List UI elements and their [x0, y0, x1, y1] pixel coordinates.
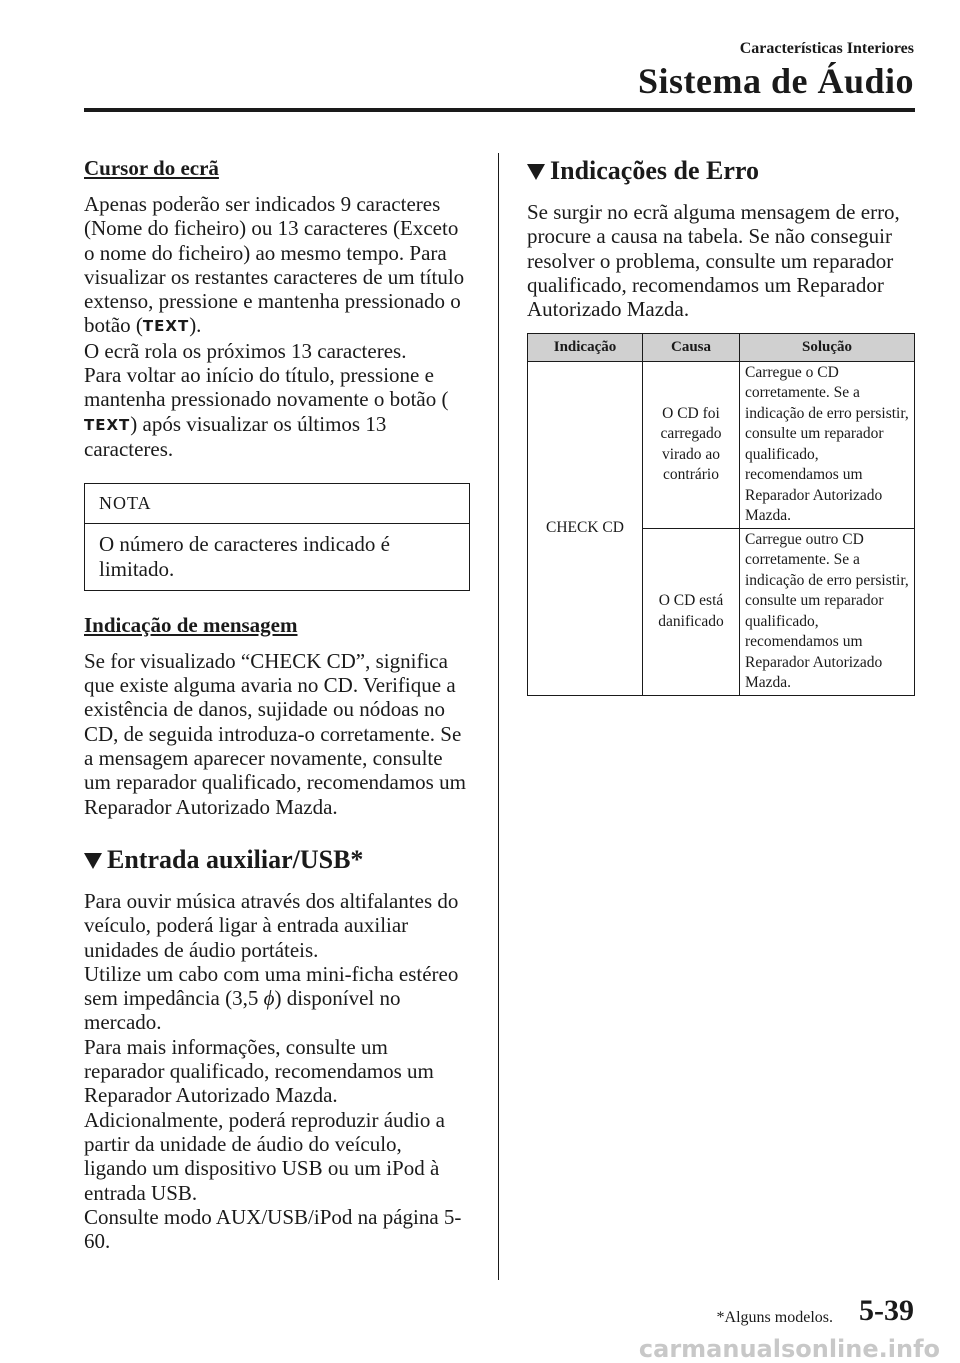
header-section-label: Características Interiores	[739, 40, 914, 57]
note-body: O número de caracteres indicado é limitado.	[99, 532, 390, 581]
header-rule	[84, 108, 915, 112]
text-button-icon: TEXT	[142, 317, 190, 336]
table-cell-causa: O CD está danificado	[643, 528, 740, 695]
aux-paragraph-2: Utilize um cabo com uma mini-ficha estéreo sem impedância (3,5 ϕ) disponível no mercado.	[84, 961, 459, 1035]
page-number: 5-39	[859, 1294, 914, 1327]
aux-paragraph-4: Adicionalmente, poderá reproduzir áudio a partir da unidade de áudio do veículo, ligando um dispositivo USB ou um iPod à entrada USB.	[84, 1107, 445, 1205]
column-divider	[498, 153, 499, 1280]
table-cell-solucao: Carregue outro CD corretamente. Se a indicação de erro persistir, consulte um reparador qualificado, recomendamos um Reparador Autorizado Mazda.	[740, 528, 915, 695]
table-header-causa: Causa	[643, 334, 740, 362]
footer-note: *Alguns modelos.	[716, 1309, 833, 1326]
table-cell-causa: O CD foi carregado virado ao contrário	[643, 361, 740, 528]
cursor-paragraph-2: O ecrã rola os próximos 13 caracteres.	[84, 338, 407, 363]
note-heading: NOTA	[85, 484, 469, 524]
table-header-indicacao: Indicação	[528, 334, 643, 362]
table-cell-solucao: Carregue o CD corretamente. Se a indicação de erro persistir, consulte um reparador qualificado, recomendamos um Reparador Autorizado Mazda.	[740, 361, 915, 528]
table-header-solucao: Solução	[740, 334, 915, 362]
table-cell-indicacao: CHECK CD	[528, 361, 643, 695]
error-indications-heading: Indicações de Erro	[527, 156, 917, 186]
right-column	[527, 150, 917, 696]
left-column	[84, 150, 470, 1253]
cursor-paragraph-1: Apenas poderão ser indicados 9 caracteres (Nome do ficheiro) ou 13 caracteres (Exceto o nome do ficheiro) ao mesmo tempo. Para visualizar os restantes caracteres de um título extenso, pressione e mantenha pressionado o botão (TEXT).	[84, 192, 465, 338]
aux-paragraph-5: Consulte modo AUX/USB/iPod na página 5-60.	[84, 1204, 462, 1254]
note-box	[84, 483, 470, 591]
cursor-section-title: Cursor do ecrã	[84, 156, 219, 180]
table-header-row	[528, 334, 915, 362]
error-table	[527, 333, 915, 696]
cursor-paragraph-3: Para voltar ao início do título, pressione e mantenha pressionado novamente o botão (TEXT) após visualizar os últimos 13 caracteres.	[84, 363, 449, 461]
message-section-title: Indicação de mensagem	[84, 612, 298, 637]
watermark: carmanualsonline.info	[638, 1335, 940, 1363]
error-paragraph: Se surgir no ecrã alguma mensagem de erro, procure a causa na tabela. Se não conseguir resolver o problema, consulte um reparador qualificado, recomendamos um Reparador Autorizado Mazda.	[527, 200, 900, 322]
message-paragraph: Se for visualizado “CHECK CD”, significa que existe alguma avaria no CD. Verifique a existência de danos, sujidade ou nódoas no CD, de seguida introduza-o corretamente. Se a mensagem aparecer novamente, consulte um reparador qualificado, recomendamos um Reparador Autorizado Mazda.	[84, 648, 466, 819]
aux-usb-heading: Entrada auxiliar/USB*	[84, 845, 470, 875]
aux-paragraph-1: Para ouvir música através dos altifalantes do veículo, poderá ligar à entrada auxiliar unidades de áudio portáteis.	[84, 888, 459, 962]
aux-paragraph-3: Para mais informações, consulte um reparador qualificado, recomendamos um Reparador Autorizado Mazda.	[84, 1034, 434, 1108]
triangle-marker-icon	[527, 164, 545, 180]
phi-symbol-icon: ϕ	[263, 986, 275, 1011]
triangle-marker-icon	[84, 853, 102, 869]
header-title: Sistema de Áudio	[637, 61, 914, 101]
text-button-icon: TEXT	[84, 415, 131, 434]
table-row	[528, 361, 915, 528]
